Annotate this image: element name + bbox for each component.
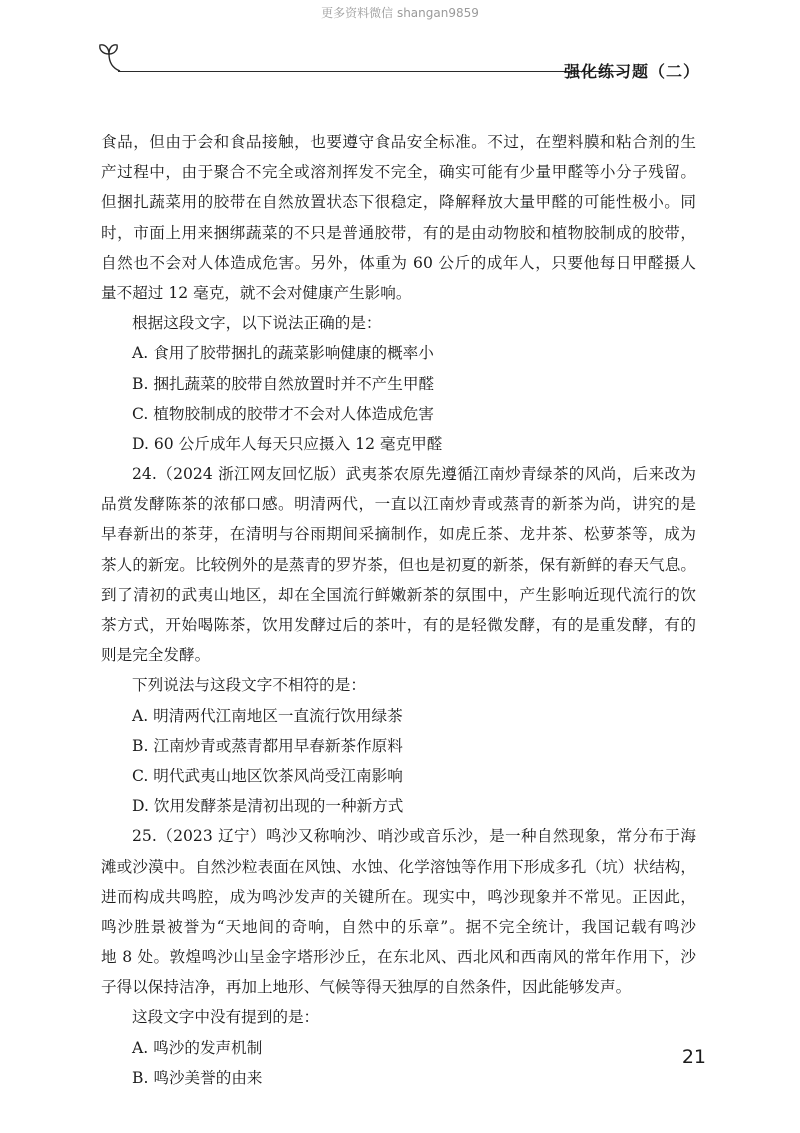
- passage-line: 量不超过 12 毫克，就不会对健康产生影响。: [101, 283, 412, 302]
- page-number: 21: [681, 1046, 706, 1068]
- sprout-icon: [96, 40, 130, 80]
- answer-option: B. 江南炒青或蒸青都用早春新茶作原料: [132, 736, 403, 755]
- answer-option: D. 60 公斤成年人每天只应摄入 12 毫克甲醛: [132, 434, 443, 453]
- passage-line: 24.（2024 浙江网友回忆版）武夷茶农原先遵循江南炒青绿茶的风尚，后来改为: [132, 465, 696, 484]
- answer-option: A. 明清两代江南地区一直流行饮用绿茶: [132, 706, 403, 725]
- passage-line: 产过程中，由于聚合不完全或溶剂挥发不完全，确实可能有少量甲醛等小分子残留。: [101, 163, 696, 182]
- answer-option: A. 鸣沙的发声机制: [132, 1038, 263, 1057]
- watermark: 更多资料微信 shangan9859: [321, 6, 479, 20]
- passage-line: 进而构成共鸣腔，成为鸣沙发声的关键所在。现实中，鸣沙现象并不常见。正因此，: [101, 887, 696, 906]
- passage-line: 25.（2023 辽宁）鸣沙又称响沙、哨沙或音乐沙，是一种自然现象，常分布于海: [132, 827, 696, 846]
- question-stem: 根据这段文字，以下说法正确的是：: [132, 314, 382, 333]
- passage-line: 时，市面上用来捆绑蔬菜的不只是普通胶带，有的是由动物胶和植物胶制成的胶带，: [101, 223, 696, 242]
- header-rule: [118, 71, 628, 72]
- passage-line: 滩或沙漠中。自然沙粒表面在风蚀、水蚀、化学溶蚀等作用下形成多孔（坑）状结构，: [101, 857, 696, 876]
- page-content: [101, 127, 696, 1093]
- passage-line: 则是完全发酵。: [101, 646, 211, 665]
- answer-option: B. 捆扎蔬菜的胶带自然放置时并不产生甲醛: [132, 374, 435, 393]
- answer-option: B. 鸣沙美誉的由来: [132, 1068, 263, 1087]
- answer-option: D. 饮用发酵茶是清初出现的一种新方式: [132, 797, 404, 816]
- passage-line: 地 8 处。敦煌鸣沙山呈金字塔形沙丘，在东北风、西北风和西南风的常年作用下，沙: [101, 948, 696, 967]
- answer-option: A. 食用了胶带捆扎的蔬菜影响健康的概率小: [132, 344, 434, 363]
- passage-line: 到了清初的武夷山地区，却在全国流行鲜嫩新茶的氛围中，产生影响近现代流行的饮: [101, 585, 696, 604]
- passage-24: [101, 459, 696, 821]
- passage-line: 鸣沙胜景被誉为“天地间的奇响，自然中的乐章”。据不完全统计，我国记载有鸣沙: [101, 917, 696, 936]
- section-title: 强化练习题（二）: [563, 62, 700, 81]
- page-header: [96, 40, 700, 84]
- passage-line: 茶人的新宠。比较例外的是蒸青的罗岕茶，但也是初夏的新茶，保有新鲜的春天气息。: [101, 555, 696, 574]
- passage-line: 品赏发酵陈茶的浓郁口感。明清两代，一直以江南炒青或蒸青的新茶为尚，讲究的是: [101, 495, 696, 514]
- passage-line: 早春新出的茶芽，在清明与谷雨期间采摘制作，如虎丘茶、龙井茶、松萝茶等，成为: [101, 525, 696, 544]
- answer-option: C. 植物胶制成的胶带才不会对人体造成危害: [132, 404, 434, 423]
- passage-25: [101, 821, 696, 1093]
- passage-line: 但捆扎蔬菜用的胶带在自然放置状态下很稳定，降解释放大量甲醛的可能性极小。同: [101, 193, 696, 212]
- passage-line: 自然也不会对人体造成危害。另外，体重为 60 公斤的成年人，只要他每日甲醛摄人: [101, 253, 696, 272]
- passage-23: [101, 127, 696, 459]
- question-stem: 下列说法与这段文字不相符的是：: [132, 676, 366, 695]
- passage-line: 食品，但由于会和食品接触，也要遵守食品安全标准。不过，在塑料膜和粘合剂的生: [101, 133, 696, 151]
- passage-line: 子得以保持洁净，再加上地形、气候等得天独厚的自然条件，因此能够发声。: [101, 978, 632, 997]
- answer-option: C. 明代武夷山地区饮茶风尚受江南影响: [132, 766, 403, 785]
- question-stem: 这段文字中没有提到的是：: [132, 1008, 320, 1027]
- passage-line: 茶方式，开始喝陈茶，饮用发酵过后的茶叶，有的是轻微发酵，有的是重发酵，有的: [101, 616, 696, 634]
